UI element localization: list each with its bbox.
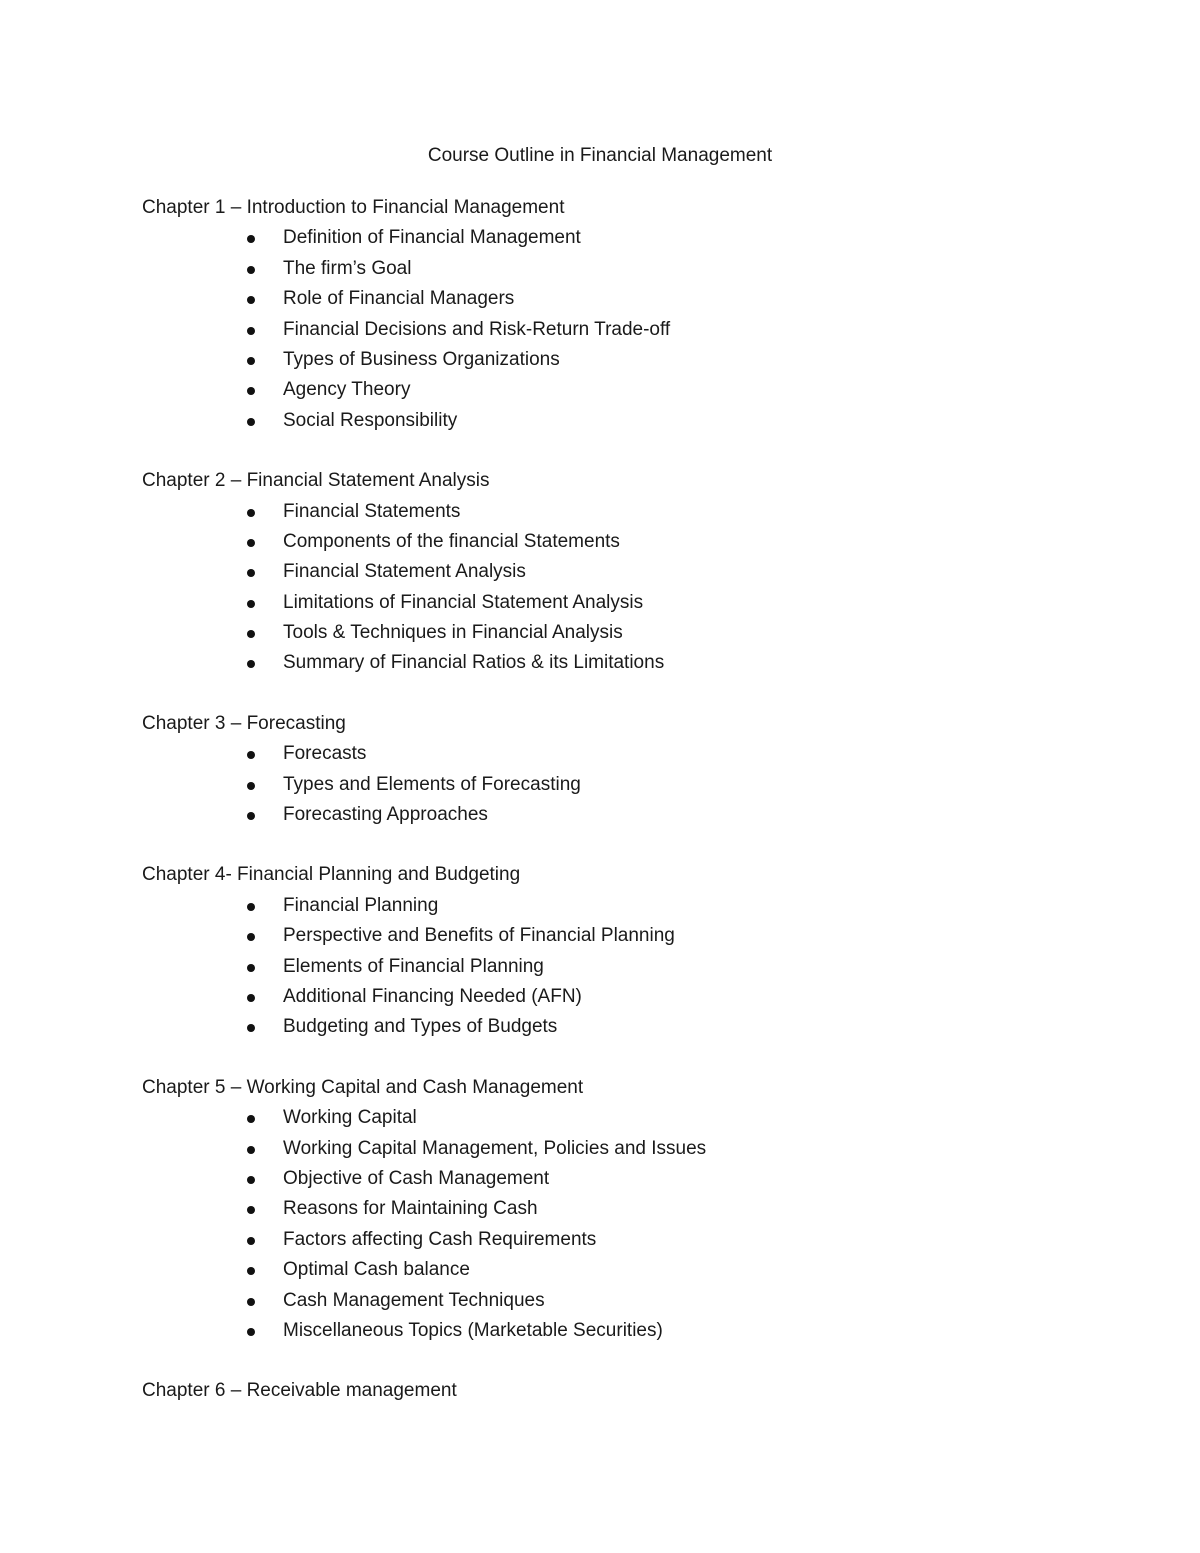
- bullet-icon: [247, 1024, 255, 1032]
- topic-label: Working Capital Management, Policies and Issues: [283, 1137, 707, 1159]
- topic-item: [142, 1255, 1122, 1285]
- chapter-1-section: [142, 193, 1122, 436]
- topic-item: [142, 1225, 1122, 1255]
- chapter-2-section: [142, 466, 1122, 679]
- topic-label: Agency Theory: [283, 379, 411, 401]
- bullet-icon: [247, 418, 255, 426]
- topic-item: [142, 497, 1122, 527]
- bullet-icon: [247, 569, 255, 577]
- bullet-icon: [247, 1115, 255, 1123]
- topic-item: [142, 1012, 1122, 1042]
- topic-list: [142, 223, 1122, 436]
- topic-item: [142, 254, 1122, 284]
- bullet-icon: [247, 600, 255, 608]
- topic-item: [142, 406, 1122, 436]
- topic-label: Working Capital: [283, 1107, 417, 1129]
- topic-item: [142, 284, 1122, 314]
- topic-item: [142, 1103, 1122, 1133]
- page-title: Course Outline in Financial Management: [427, 145, 773, 166]
- topic-item: [142, 1134, 1122, 1164]
- bullet-icon: [247, 1206, 255, 1214]
- chapter-4-section: [142, 860, 1122, 1042]
- topic-label: Financial Planning: [283, 894, 439, 916]
- bullet-icon: [247, 630, 255, 638]
- topic-label: Cash Management Techniques: [283, 1289, 545, 1311]
- topic-label: Summary of Financial Ratios & its Limitations: [283, 652, 665, 674]
- chapter-list: [142, 193, 1122, 1437]
- topic-label: Types of Business Organizations: [283, 348, 560, 370]
- topic-item: [142, 588, 1122, 618]
- bullet-icon: [247, 1237, 255, 1245]
- topic-item: [142, 315, 1122, 345]
- topic-item: [142, 527, 1122, 557]
- topic-item: [142, 557, 1122, 587]
- topic-label: Perspective and Benefits of Financial Planning: [283, 925, 675, 947]
- topic-label: Forecasts: [283, 743, 367, 765]
- topic-label: Role of Financial Managers: [283, 288, 515, 310]
- topic-item: [142, 891, 1122, 921]
- bullet-icon: [247, 994, 255, 1002]
- topic-label: Forecasting Approaches: [283, 804, 488, 826]
- bullet-icon: [247, 751, 255, 759]
- topic-label: Types and Elements of Forecasting: [283, 773, 581, 795]
- bullet-icon: [247, 235, 255, 243]
- topic-item: [142, 921, 1122, 951]
- topic-label: Limitations of Financial Statement Analysis: [283, 591, 644, 613]
- topic-item: [142, 982, 1122, 1012]
- topic-item: [142, 345, 1122, 375]
- chapter-2-heading: Chapter 2 – Financial Statement Analysis: [142, 470, 490, 492]
- topic-label: Objective of Cash Management: [283, 1167, 550, 1189]
- bullet-icon: [247, 266, 255, 274]
- bullet-icon: [247, 812, 255, 820]
- chapter-3-section: [142, 709, 1122, 831]
- topic-label: The firm’s Goal: [283, 257, 412, 279]
- topic-item: [142, 1316, 1122, 1346]
- topic-label: Social Responsibility: [283, 409, 458, 431]
- topic-list: [142, 739, 1122, 830]
- topic-label: Financial Statement Analysis: [283, 561, 526, 583]
- chapter-4-heading: Chapter 4- Financial Planning and Budgeting: [142, 864, 521, 886]
- bullet-icon: [247, 387, 255, 395]
- bullet-icon: [247, 296, 255, 304]
- chapter-6-section: [142, 1376, 1122, 1406]
- topic-item: [142, 952, 1122, 982]
- topic-list: [142, 497, 1122, 679]
- bullet-icon: [247, 1267, 255, 1275]
- topic-label: Reasons for Maintaining Cash: [283, 1198, 538, 1220]
- topic-item: [142, 800, 1122, 830]
- chapter-5-section: [142, 1073, 1122, 1347]
- topic-item: [142, 1194, 1122, 1224]
- bullet-icon: [247, 933, 255, 941]
- topic-item: [142, 375, 1122, 405]
- topic-label: Financial Statements: [283, 500, 461, 522]
- topic-item: [142, 1286, 1122, 1316]
- bullet-icon: [247, 903, 255, 911]
- chapter-5-heading: Chapter 5 – Working Capital and Cash Management: [142, 1076, 584, 1098]
- bullet-icon: [247, 1298, 255, 1306]
- bullet-icon: [247, 539, 255, 547]
- topic-label: Definition of Financial Management: [283, 227, 581, 249]
- chapter-1-heading: Chapter 1 – Introduction to Financial Management: [142, 197, 565, 218]
- topic-label: Factors affecting Cash Requirements: [283, 1228, 597, 1250]
- bullet-icon: [247, 782, 255, 790]
- topic-list: [142, 1103, 1122, 1346]
- bullet-icon: [247, 509, 255, 517]
- topic-list: [142, 891, 1122, 1043]
- topic-item: [142, 648, 1122, 678]
- topic-label: Components of the financial Statements: [283, 530, 620, 552]
- topic-item: [142, 618, 1122, 648]
- topic-label: Tools & Techniques in Financial Analysis: [283, 622, 623, 644]
- bullet-icon: [247, 357, 255, 365]
- bullet-icon: [247, 327, 255, 335]
- topic-label: Optimal Cash balance: [283, 1259, 470, 1281]
- topic-label: Elements of Financial Planning: [283, 955, 544, 977]
- topic-item: [142, 770, 1122, 800]
- topic-item: [142, 223, 1122, 253]
- topic-label: Miscellaneous Topics (Marketable Securities): [283, 1319, 663, 1341]
- chapter-6-heading: Chapter 6 – Receivable management: [142, 1380, 457, 1402]
- bullet-icon: [247, 1328, 255, 1336]
- topic-label: Additional Financing Needed (AFN): [283, 985, 582, 1007]
- topic-item: [142, 739, 1122, 769]
- chapter-3-heading: Chapter 3 – Forecasting: [142, 712, 346, 734]
- bullet-icon: [247, 660, 255, 668]
- topic-item: [142, 1164, 1122, 1194]
- bullet-icon: [247, 1146, 255, 1154]
- bullet-icon: [247, 1176, 255, 1184]
- topic-label: Financial Decisions and Risk-Return Trade-off: [283, 318, 671, 340]
- topic-label: Budgeting and Types of Budgets: [283, 1016, 558, 1038]
- bullet-icon: [247, 964, 255, 972]
